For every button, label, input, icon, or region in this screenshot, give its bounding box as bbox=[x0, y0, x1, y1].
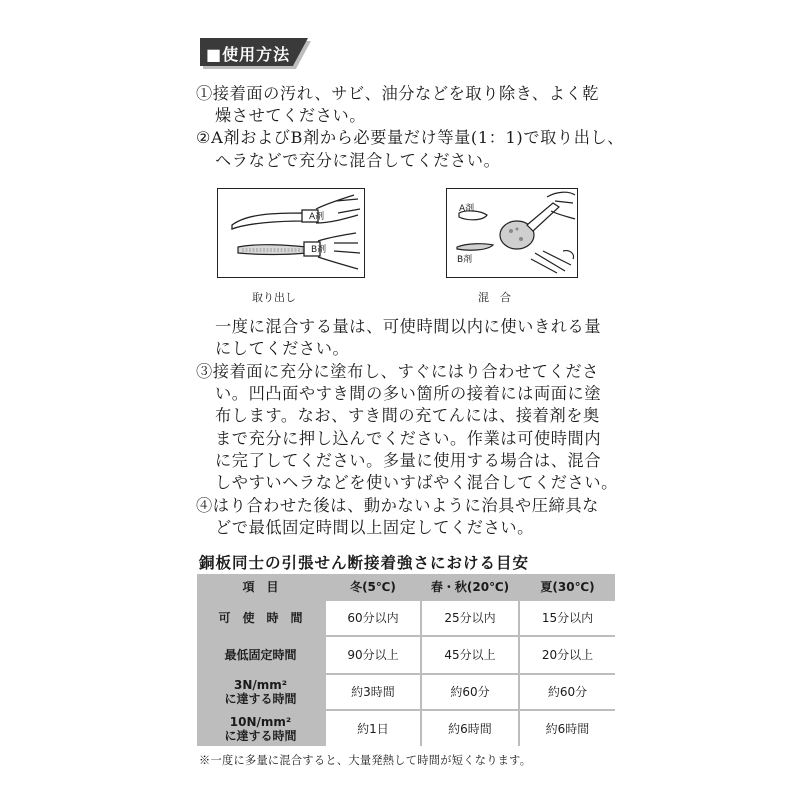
table-cell: 約60分 bbox=[422, 675, 518, 709]
table-cell: 20分以上 bbox=[520, 637, 615, 673]
note-line-1: 一度に混合する量は、可使時間以内に使いきれる量 bbox=[215, 317, 602, 336]
step-1-line-2: 燥させてください。 bbox=[215, 106, 367, 125]
label-a-left: A剤 bbox=[309, 212, 325, 222]
strength-table bbox=[197, 574, 615, 746]
table-cell: 約60分 bbox=[520, 675, 615, 709]
step-2-line-2: ヘラなどで充分に混合してください。 bbox=[215, 151, 501, 170]
row-label-3n-line2: に達する時間 bbox=[224, 692, 297, 706]
label-b-left: B剤 bbox=[311, 245, 327, 255]
step-3-line-5: に完了してください。多量に使用する場合は、混合 bbox=[215, 451, 602, 470]
take-out-illustration bbox=[218, 189, 364, 277]
step-3-line-4: まで充分に押し込んでください。作業は可使時間内 bbox=[215, 429, 602, 448]
step-2-line-1: ②A剤およびB剤から必要量だけ等量(1：1)で取り出し、 bbox=[196, 128, 625, 147]
row-label-10n-line1: 10N/mm² bbox=[229, 714, 292, 729]
step-3-line-6: しやすいヘラなどを使いすばやく混合してください。 bbox=[215, 473, 618, 492]
step-3-line-1: ③接着面に充分に塗布し、すぐにはり合わせてくださ bbox=[196, 362, 599, 381]
row-label-min-fix-time: 最低固定時間 bbox=[224, 648, 297, 662]
table-cell: 90分以上 bbox=[326, 637, 420, 673]
table-cell: 25分以内 bbox=[422, 601, 518, 635]
step-1-line-1: ①接着面の汚れ、サビ、油分などを取り除き、よく乾 bbox=[196, 84, 600, 103]
figure-take-out bbox=[217, 188, 365, 278]
table-cell: 約6時間 bbox=[422, 711, 518, 746]
step-4-line-1: ④はり合わせた後は、動かないように治具や圧締具な bbox=[196, 496, 599, 515]
step-3-line-3: 布します。なお、すき間の充てんには、接着剤を奥 bbox=[215, 406, 600, 425]
row-label-10n bbox=[197, 711, 324, 746]
caption-mixing: 混 合 bbox=[478, 291, 511, 304]
figure-mixing bbox=[446, 188, 578, 278]
row-label-3n-line1: 3N/mm² bbox=[233, 678, 288, 692]
label-b-right: B剤 bbox=[457, 255, 473, 265]
table-cell: 約1日 bbox=[326, 711, 420, 746]
row-label-10n-line2: に達する時間 bbox=[224, 728, 297, 743]
table-cell: 45分以上 bbox=[422, 637, 518, 673]
table-cell: 約3時間 bbox=[326, 675, 420, 709]
caption-take-out: 取り出し bbox=[252, 291, 296, 304]
label-a-right: A剤 bbox=[459, 204, 475, 214]
step-4-line-2: どで最低固定時間以上固定してください。 bbox=[215, 518, 534, 537]
section-header bbox=[200, 38, 308, 66]
table-cell: 15分以内 bbox=[520, 601, 615, 635]
table-header-spring-autumn: 春・秋(20℃) bbox=[430, 579, 510, 594]
row-label-3n bbox=[197, 675, 324, 709]
table-header-winter: 冬(5℃) bbox=[350, 579, 396, 594]
table-cell: 約6時間 bbox=[520, 711, 615, 746]
table-header-item: 項 目 bbox=[242, 579, 279, 594]
note-line-2: にしてください。 bbox=[215, 339, 350, 358]
row-label-pot-life: 可 使 時 間 bbox=[218, 611, 303, 625]
table-header-summer: 夏(30℃) bbox=[540, 579, 595, 594]
table-title: 銅板同士の引張せん断接着強さにおける目安 bbox=[199, 554, 530, 572]
section-title: ■使用方法 bbox=[206, 45, 291, 64]
footnote: ※一度に多量に混合すると、大量発熱して時間が短くなります。 bbox=[199, 754, 532, 767]
table-cell: 60分以内 bbox=[326, 601, 420, 635]
step-3-line-2: い。凹凸面やすき間の多い箇所の接着には両面に塗 bbox=[215, 384, 602, 403]
